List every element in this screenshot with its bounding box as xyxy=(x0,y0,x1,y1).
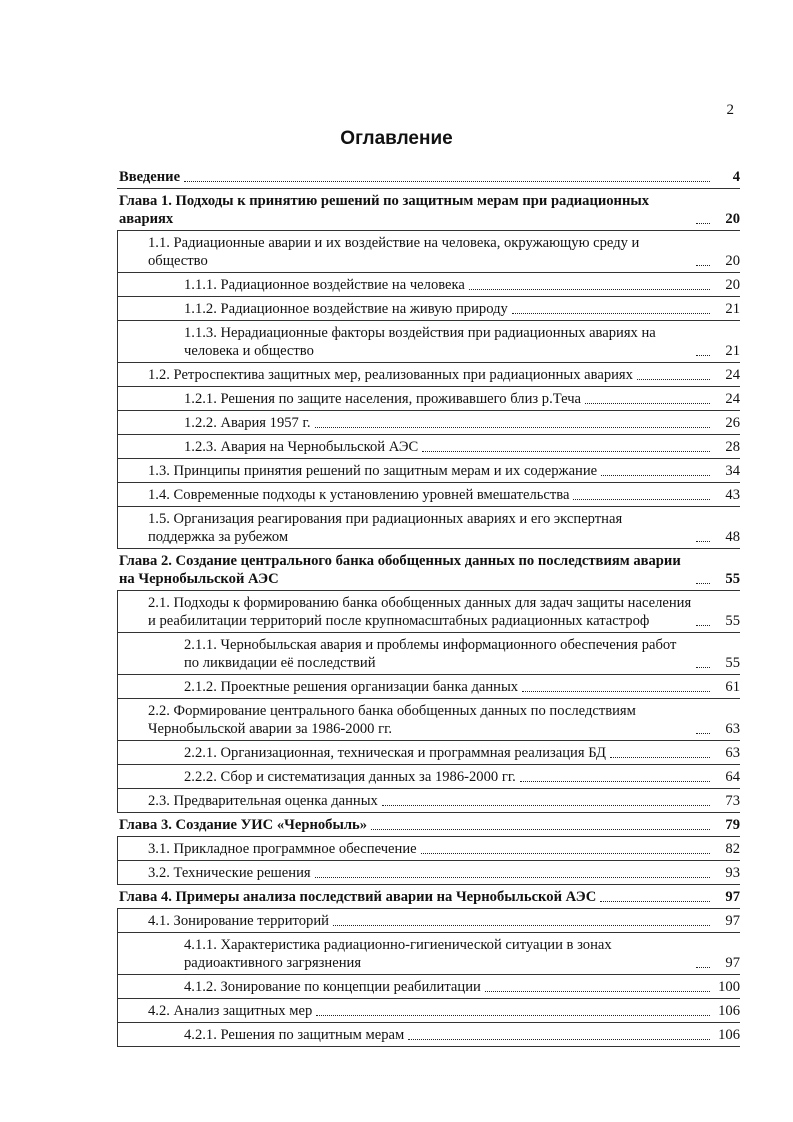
toc-entry-page: 48 xyxy=(725,529,740,545)
toc-entry-title: 1.1. Радиационные аварии и их воздействие на человека, окружающую среду и общество xyxy=(148,235,640,269)
toc-entry[interactable] xyxy=(117,789,740,813)
dot-leader xyxy=(696,583,710,584)
dot-leader xyxy=(573,499,710,500)
dot-leader xyxy=(408,1039,710,1040)
toc-entry[interactable] xyxy=(117,483,740,507)
toc-entry[interactable] xyxy=(117,675,740,699)
dot-leader xyxy=(382,805,710,806)
toc-entry[interactable] xyxy=(117,363,740,387)
toc-entry-title: 1.1.3. Нерадиационные факторы воздействия при радиационных авариях на человека и общество xyxy=(184,325,656,359)
toc-entry-page: 20 xyxy=(725,253,740,269)
toc-entry-title: 4.2. Анализ защитных мер xyxy=(148,1003,313,1019)
toc-entry-page: 34 xyxy=(725,463,740,479)
toc-entry-page: 93 xyxy=(725,865,740,881)
toc-entry[interactable] xyxy=(117,321,740,363)
toc-entry-title: 1.2.1. Решения по защите населения, проживавшего близ р.Теча xyxy=(184,391,582,407)
toc-entry[interactable] xyxy=(117,297,740,321)
toc-entry[interactable] xyxy=(117,837,740,861)
toc-entry-page: 21 xyxy=(725,343,740,359)
toc-entry[interactable] xyxy=(117,165,740,189)
toc-entry-page: 97 xyxy=(725,955,740,971)
toc-entry-page: 64 xyxy=(725,769,740,785)
toc-entry[interactable] xyxy=(117,273,740,297)
dot-leader xyxy=(601,475,710,476)
toc-entry-page: 100 xyxy=(718,979,740,995)
toc-entry-page: 55 xyxy=(725,655,740,671)
dot-leader xyxy=(316,1015,710,1016)
toc-entry-page: 55 xyxy=(725,571,740,587)
toc-entry-title: 3.2. Технические решения xyxy=(148,865,311,881)
toc-entry-title: 4.1.2. Зонирование по концепции реабилитации xyxy=(184,979,481,995)
toc-entry-page: 61 xyxy=(725,679,740,695)
toc-entry-page: 24 xyxy=(725,391,740,407)
toc-entry-title: Глава 4. Примеры анализа последствий аварии на Чернобыльской АЭС xyxy=(119,889,597,905)
toc-entry-title: 3.1. Прикладное программное обеспечение xyxy=(148,841,417,857)
dot-leader xyxy=(696,967,710,968)
toc-entry-title: Глава 3. Создание УИС «Чернобыль» xyxy=(119,817,368,833)
toc-entry-page: 106 xyxy=(718,1003,740,1019)
dot-leader xyxy=(696,223,710,224)
toc-entry[interactable] xyxy=(117,999,740,1023)
toc-entry-title: 1.4. Современные подходы к установлению уровней вмешательства xyxy=(148,487,570,503)
dot-leader xyxy=(184,181,710,182)
toc-entry[interactable] xyxy=(117,699,740,741)
dot-leader xyxy=(315,427,711,428)
toc-entry-page: 63 xyxy=(725,745,740,761)
toc-entry-title: 1.2.3. Авария на Чернобыльской АЭС xyxy=(184,439,419,455)
toc-entry-title: 1.5. Организация реагирования при радиационных авариях и его экспертная поддержка за рубежом xyxy=(148,511,623,545)
dot-leader xyxy=(469,289,710,290)
toc-entry-title: 2.3. Предварительная оценка данных xyxy=(148,793,378,809)
toc-entry-title: 2.2.2. Сбор и систематизация данных за 1986-2000 гг. xyxy=(184,769,516,785)
toc-entry-title: 4.1.1. Характеристика радиационно-гигиенической ситуации в зонах радиоактивного загрязнения xyxy=(184,937,612,971)
dot-leader xyxy=(520,781,710,782)
toc-entry[interactable] xyxy=(117,633,740,675)
toc-entry[interactable] xyxy=(117,435,740,459)
dot-leader xyxy=(696,265,710,266)
toc-entry-title: 2.1.1. Чернобыльская авария и проблемы информационного обеспечения работ по ликвидации её последствий xyxy=(184,637,677,671)
toc-entry-title: 2.2. Формирование центрального банка обобщенных данных по последствиям Чернобыльской аварии за 1986-2000 гг. xyxy=(148,703,636,737)
toc-entry-page: 73 xyxy=(725,793,740,809)
toc-entry-page: 24 xyxy=(725,367,740,383)
toc-entry-title: 1.2.2. Авария 1957 г. xyxy=(184,415,311,431)
dot-leader xyxy=(610,757,710,758)
toc-entry-title: 2.1.2. Проектные решения организации банка данных xyxy=(184,679,519,695)
toc-entry[interactable] xyxy=(117,1023,740,1047)
toc-entry-page: 20 xyxy=(725,277,740,293)
toc-entry-page: 43 xyxy=(725,487,740,503)
toc-entry[interactable] xyxy=(117,549,740,591)
toc-entry[interactable] xyxy=(117,591,740,633)
dot-leader xyxy=(315,877,710,878)
toc-entry-title: 1.2. Ретроспектива защитных мер, реализованных при радиационных авариях xyxy=(148,367,633,383)
toc-entry-page: 55 xyxy=(725,613,740,629)
toc-entry-page: 28 xyxy=(725,439,740,455)
toc-entry-title: Введение xyxy=(119,169,181,185)
dot-leader xyxy=(333,925,710,926)
dot-leader xyxy=(696,541,710,542)
dot-leader xyxy=(696,733,710,734)
toc-entry-title: 1.1.1. Радиационное воздействие на человека xyxy=(184,277,465,293)
toc-entry-page: 26 xyxy=(725,415,740,431)
toc-entry-title: 1.1.2. Радиационное воздействие на живую природу xyxy=(184,301,508,317)
toc-entry-page: 97 xyxy=(725,913,740,929)
toc-entry[interactable] xyxy=(117,231,740,273)
dot-leader xyxy=(512,313,710,314)
toc-entry-page: 106 xyxy=(718,1027,740,1043)
toc-entry[interactable] xyxy=(117,411,740,435)
toc-entry-title: 4.2.1. Решения по защитным мерам xyxy=(184,1027,405,1043)
dot-leader xyxy=(422,451,710,452)
toc-entry-page: 20 xyxy=(725,211,740,227)
toc-entry-title: Глава 1. Подходы к принятию решений по защитным мерам при радиационных авариях xyxy=(119,193,650,227)
toc-entry-title: 2.2.1. Организационная, техническая и программная реализация БД xyxy=(184,745,607,761)
dot-leader xyxy=(637,379,710,380)
toc-entry[interactable] xyxy=(117,189,740,231)
page-number: 2 xyxy=(726,102,734,118)
toc-entry[interactable] xyxy=(117,813,740,837)
dot-leader xyxy=(585,403,710,404)
toc-entry[interactable] xyxy=(117,933,740,975)
toc-entry[interactable] xyxy=(117,909,740,933)
table-of-contents xyxy=(117,165,740,1047)
toc-entry-title: 4.1. Зонирование территорий xyxy=(148,913,329,929)
toc-entry[interactable] xyxy=(117,885,740,909)
toc-entry-page: 79 xyxy=(725,817,740,833)
toc-entry-title: Глава 2. Создание центрального банка обобщенных данных по последствиям аварии на Чернобыльской АЭС xyxy=(119,553,681,587)
dot-leader xyxy=(522,691,710,692)
toc-entry[interactable] xyxy=(117,741,740,765)
toc-entry-page: 4 xyxy=(732,169,740,185)
dot-leader xyxy=(485,991,710,992)
toc-entry-page: 63 xyxy=(725,721,740,737)
dot-leader xyxy=(371,829,710,830)
dot-leader xyxy=(696,667,710,668)
toc-entry-page: 82 xyxy=(725,841,740,857)
dot-leader xyxy=(696,355,710,356)
toc-entry-page: 21 xyxy=(725,301,740,317)
toc-entry-page: 97 xyxy=(725,889,740,905)
dot-leader xyxy=(696,625,710,626)
toc-entry-title: 2.1. Подходы к формированию банка обобщенных данных для задач защиты населения и реабилитации территорий после крупномасштабных радиационных катастроф xyxy=(148,595,692,629)
dot-leader xyxy=(421,853,710,854)
toc-entry[interactable] xyxy=(117,459,740,483)
toc-entry[interactable] xyxy=(117,387,740,411)
toc-entry[interactable] xyxy=(117,765,740,789)
toc-entry[interactable] xyxy=(117,975,740,999)
dot-leader xyxy=(600,901,710,902)
toc-entry[interactable] xyxy=(117,861,740,885)
toc-entry-title: 1.3. Принципы принятия решений по защитным мерам и их содержание xyxy=(148,463,598,479)
page-title: Оглавление xyxy=(340,128,453,149)
toc-entry[interactable] xyxy=(117,507,740,549)
